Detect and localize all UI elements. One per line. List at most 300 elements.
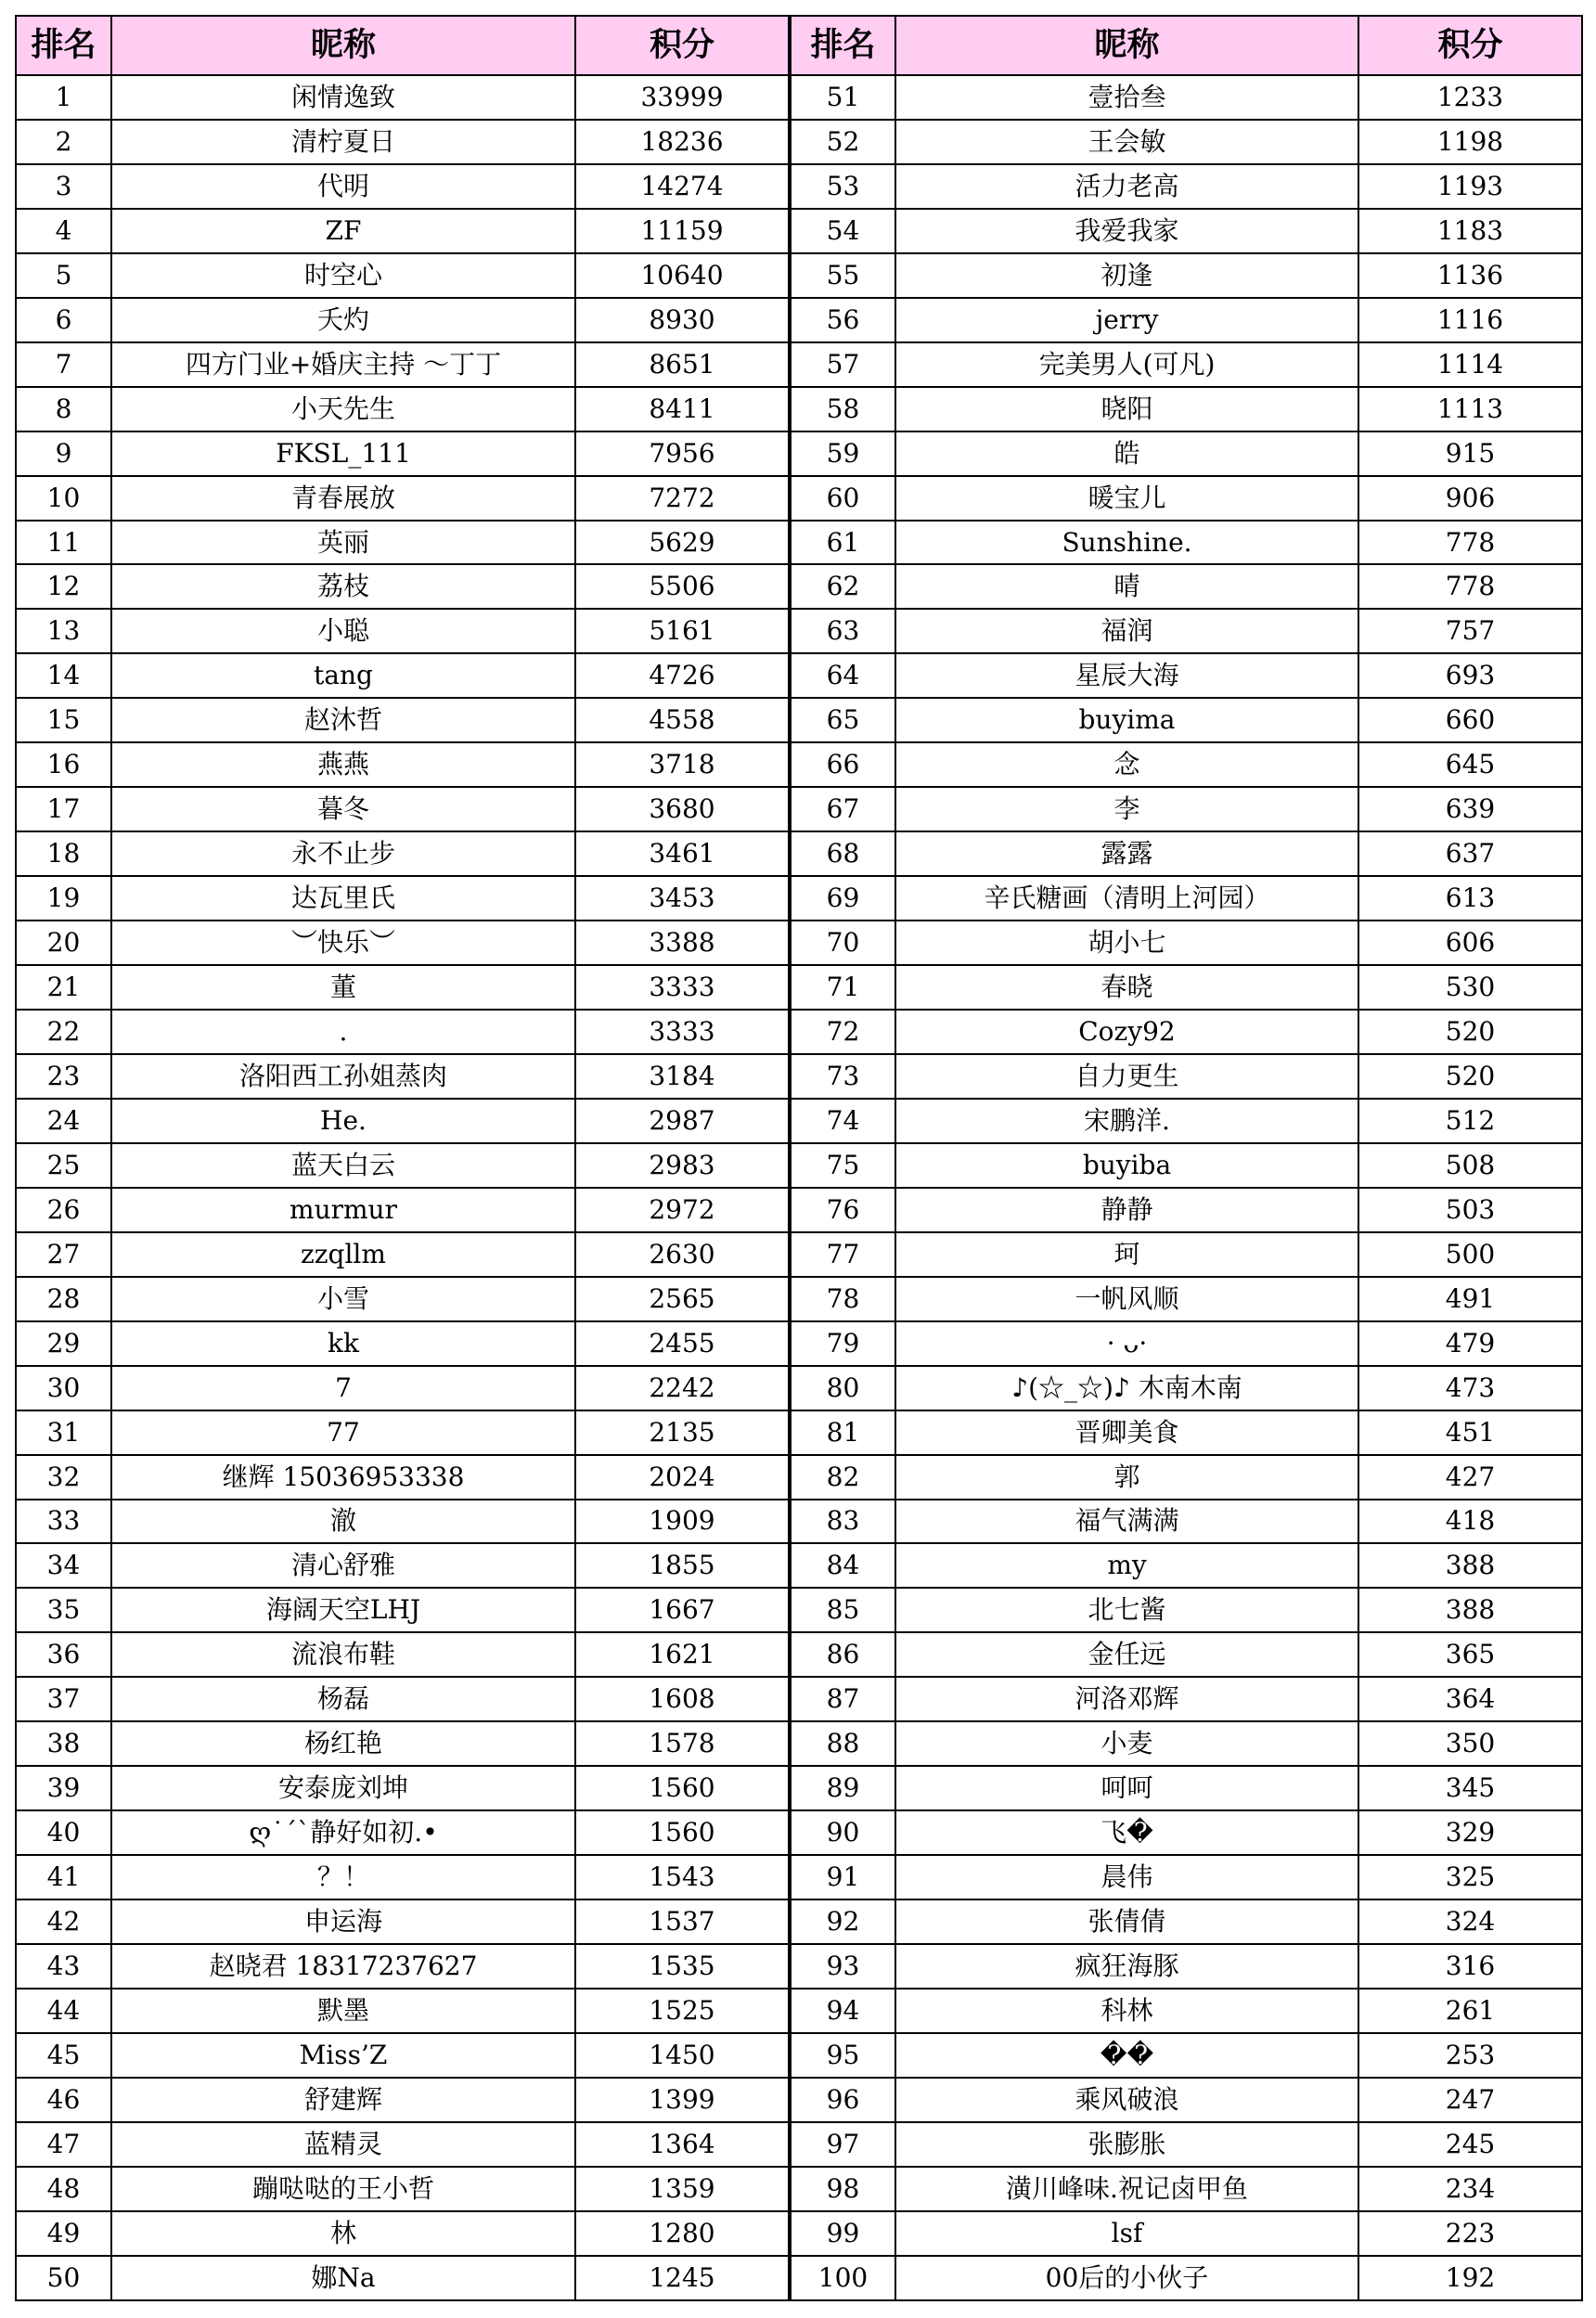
rank-cell: 15 bbox=[16, 698, 111, 742]
nickname-cell: 疯狂海豚 bbox=[895, 1944, 1358, 1989]
score-cell: 418 bbox=[1358, 1500, 1582, 1544]
nickname-cell: buyiba bbox=[895, 1143, 1358, 1188]
nickname-cell: 静静 bbox=[895, 1188, 1358, 1232]
nickname-cell: 林 bbox=[111, 2211, 575, 2256]
nickname-cell: Cozy92 bbox=[895, 1010, 1358, 1054]
score-cell: 3333 bbox=[575, 965, 790, 1010]
score-cell: 8411 bbox=[575, 387, 790, 431]
score-cell: 637 bbox=[1358, 831, 1582, 876]
table-row bbox=[16, 298, 1582, 342]
rank-cell: 97 bbox=[790, 2122, 895, 2167]
score-cell: 1280 bbox=[575, 2211, 790, 2256]
score-cell: 606 bbox=[1358, 921, 1582, 965]
score-cell: 3718 bbox=[575, 742, 790, 787]
table-row bbox=[16, 2033, 1582, 2078]
nickname-cell: 自力更生 bbox=[895, 1054, 1358, 1099]
nickname-cell: 洛阳西工孙姐蒸肉 bbox=[111, 1054, 575, 1099]
rank-cell: 3 bbox=[16, 164, 111, 209]
score-cell: 2565 bbox=[575, 1277, 790, 1321]
nickname-cell: 暖宝儿 bbox=[895, 476, 1358, 521]
score-cell: 329 bbox=[1358, 1810, 1582, 1855]
nickname-cell: 呵呵 bbox=[895, 1766, 1358, 1810]
table-row bbox=[16, 1500, 1582, 1544]
table-row bbox=[16, 164, 1582, 209]
rank-cell: 39 bbox=[16, 1766, 111, 1810]
rank-cell: 8 bbox=[16, 387, 111, 431]
score-cell: 503 bbox=[1358, 1188, 1582, 1232]
nickname-cell: 清心舒雅 bbox=[111, 1543, 575, 1588]
nickname-cell: 春晓 bbox=[895, 965, 1358, 1010]
nickname-cell: 金任远 bbox=[895, 1632, 1358, 1677]
rank-cell: 45 bbox=[16, 2033, 111, 2078]
score-cell: 491 bbox=[1358, 1277, 1582, 1321]
rank-cell: 19 bbox=[16, 876, 111, 921]
rank-cell: 46 bbox=[16, 2078, 111, 2122]
rank-cell: 69 bbox=[790, 876, 895, 921]
rank-cell: 75 bbox=[790, 1143, 895, 1188]
rank-cell: 31 bbox=[16, 1410, 111, 1455]
nickname-cell: Sunshine. bbox=[895, 521, 1358, 565]
nickname-cell: 流浪布鞋 bbox=[111, 1632, 575, 1677]
nickname-cell: 舒建辉 bbox=[111, 2078, 575, 2122]
rank-cell: 49 bbox=[16, 2211, 111, 2256]
table-row bbox=[16, 209, 1582, 253]
rank-cell: 17 bbox=[16, 787, 111, 831]
nickname-cell: 壹拾叁 bbox=[895, 75, 1358, 120]
score-cell: 500 bbox=[1358, 1232, 1582, 1277]
nickname-cell: 胡小七 bbox=[895, 921, 1358, 965]
rank-cell: 95 bbox=[790, 2033, 895, 2078]
rank-cell: 52 bbox=[790, 120, 895, 164]
nickname-cell: 张倩倩 bbox=[895, 1899, 1358, 1944]
nickname-cell: ZF bbox=[111, 209, 575, 253]
table-row bbox=[16, 2211, 1582, 2256]
rank-cell: 13 bbox=[16, 609, 111, 653]
rank-cell: 24 bbox=[16, 1099, 111, 1143]
rank-cell: 51 bbox=[790, 75, 895, 120]
nickname-cell: 燕燕 bbox=[111, 742, 575, 787]
rank-cell: 85 bbox=[790, 1588, 895, 1632]
nickname-cell: ？！ bbox=[111, 1855, 575, 1899]
score-cell: 4726 bbox=[575, 653, 790, 698]
score-cell: 645 bbox=[1358, 742, 1582, 787]
score-cell: 660 bbox=[1358, 698, 1582, 742]
table-row bbox=[16, 1855, 1582, 1899]
rank-cell: 81 bbox=[790, 1410, 895, 1455]
rank-cell: 72 bbox=[790, 1010, 895, 1054]
nickname-cell: 晋卿美食 bbox=[895, 1410, 1358, 1455]
nickname-cell: ♪(☆_☆)♪ 木南木南 bbox=[895, 1366, 1358, 1410]
score-cell: 1116 bbox=[1358, 298, 1582, 342]
leaderboard-table bbox=[15, 15, 1583, 2301]
rank-cell: 41 bbox=[16, 1855, 111, 1899]
score-cell: 2242 bbox=[575, 1366, 790, 1410]
table-row bbox=[16, 342, 1582, 387]
rank-cell: 68 bbox=[790, 831, 895, 876]
rank-cell: 53 bbox=[790, 164, 895, 209]
nickname-cell: 00后的小伙子 bbox=[895, 2256, 1358, 2300]
score-cell: 520 bbox=[1358, 1054, 1582, 1099]
score-cell: 613 bbox=[1358, 876, 1582, 921]
score-cell: 2972 bbox=[575, 1188, 790, 1232]
nickname-cell: zzqllm bbox=[111, 1232, 575, 1277]
rank-cell: 36 bbox=[16, 1632, 111, 1677]
rank-cell: 56 bbox=[790, 298, 895, 342]
rank-cell: 54 bbox=[790, 209, 895, 253]
nickname-cell: lsf bbox=[895, 2211, 1358, 2256]
rank-cell: 28 bbox=[16, 1277, 111, 1321]
table-row bbox=[16, 742, 1582, 787]
nickname-cell: 娜Na bbox=[111, 2256, 575, 2300]
rank-cell: 63 bbox=[790, 609, 895, 653]
table-row bbox=[16, 831, 1582, 876]
rank-cell: 27 bbox=[16, 1232, 111, 1277]
table-row bbox=[16, 1010, 1582, 1054]
score-header-left: 积分 bbox=[575, 16, 790, 75]
rank-cell: 77 bbox=[790, 1232, 895, 1277]
nickname-cell: 赵沐哲 bbox=[111, 698, 575, 742]
nickname-cell: 皓 bbox=[895, 431, 1358, 476]
rank-cell: 66 bbox=[790, 742, 895, 787]
nickname-cell: 福润 bbox=[895, 609, 1358, 653]
nickname-cell: 继辉 15036953338 bbox=[111, 1455, 575, 1500]
nickname-cell: 潢川峰味.祝记卤甲鱼 bbox=[895, 2167, 1358, 2211]
nickname-cell: kk bbox=[111, 1321, 575, 1366]
score-cell: 2983 bbox=[575, 1143, 790, 1188]
table-row bbox=[16, 609, 1582, 653]
score-cell: 1136 bbox=[1358, 253, 1582, 298]
rank-cell: 20 bbox=[16, 921, 111, 965]
rank-cell: 93 bbox=[790, 1944, 895, 1989]
score-cell: 757 bbox=[1358, 609, 1582, 653]
nickname-cell: ︶快乐︶ bbox=[111, 921, 575, 965]
nickname-cell: 李 bbox=[895, 787, 1358, 831]
table-row bbox=[16, 476, 1582, 521]
nickname-cell: tang bbox=[111, 653, 575, 698]
nickname-cell: 晨伟 bbox=[895, 1855, 1358, 1899]
rank-cell: 5 bbox=[16, 253, 111, 298]
score-cell: 247 bbox=[1358, 2078, 1582, 2122]
rank-cell: 10 bbox=[16, 476, 111, 521]
score-cell: 473 bbox=[1358, 1366, 1582, 1410]
nickname-cell: 科林 bbox=[895, 1989, 1358, 2033]
nickname-cell: 飞� bbox=[895, 1810, 1358, 1855]
table-row bbox=[16, 2256, 1582, 2300]
nickname-cell: 福气满满 bbox=[895, 1500, 1358, 1544]
rank-cell: 37 bbox=[16, 1677, 111, 1721]
rank-cell: 87 bbox=[790, 1677, 895, 1721]
score-cell: 3461 bbox=[575, 831, 790, 876]
score-cell: 520 bbox=[1358, 1010, 1582, 1054]
rank-cell: 4 bbox=[16, 209, 111, 253]
nickname-cell: 四方门业+婚庆主持 ～丁丁 bbox=[111, 342, 575, 387]
rank-cell: 2 bbox=[16, 120, 111, 164]
rank-cell: 1 bbox=[16, 75, 111, 120]
score-cell: 234 bbox=[1358, 2167, 1582, 2211]
rank-cell: 9 bbox=[16, 431, 111, 476]
rank-cell: 14 bbox=[16, 653, 111, 698]
nickname-cell: 珂 bbox=[895, 1232, 1358, 1277]
rank-cell: 16 bbox=[16, 742, 111, 787]
rank-cell: 6 bbox=[16, 298, 111, 342]
score-cell: 1364 bbox=[575, 2122, 790, 2167]
nickname-cell: 荔枝 bbox=[111, 564, 575, 609]
nickname-header-left: 昵称 bbox=[111, 16, 575, 75]
nickname-cell: 闲情逸致 bbox=[111, 75, 575, 120]
nickname-cell: 我爱我家 bbox=[895, 209, 1358, 253]
rank-cell: 99 bbox=[790, 2211, 895, 2256]
nickname-cell: 王会敏 bbox=[895, 120, 1358, 164]
table-row bbox=[16, 653, 1582, 698]
nickname-cell: 申运海 bbox=[111, 1899, 575, 1944]
score-cell: 14274 bbox=[575, 164, 790, 209]
rank-cell: 38 bbox=[16, 1721, 111, 1766]
rank-cell: 98 bbox=[790, 2167, 895, 2211]
score-cell: 530 bbox=[1358, 965, 1582, 1010]
score-cell: 1621 bbox=[575, 1632, 790, 1677]
rank-cell: 11 bbox=[16, 521, 111, 565]
score-cell: 1560 bbox=[575, 1810, 790, 1855]
nickname-cell: 河洛邓辉 bbox=[895, 1677, 1358, 1721]
score-cell: 11159 bbox=[575, 209, 790, 253]
score-cell: 1578 bbox=[575, 1721, 790, 1766]
nickname-cell: 北七酱 bbox=[895, 1588, 1358, 1632]
table-row bbox=[16, 876, 1582, 921]
score-cell: 1537 bbox=[575, 1899, 790, 1944]
score-cell: 261 bbox=[1358, 1989, 1582, 2033]
score-cell: 915 bbox=[1358, 431, 1582, 476]
nickname-cell: 澈 bbox=[111, 1500, 575, 1544]
nickname-cell: 永不止步 bbox=[111, 831, 575, 876]
nickname-cell: . bbox=[111, 1010, 575, 1054]
nickname-cell: 海阔天空LHJ bbox=[111, 1588, 575, 1632]
nickname-cell: Miss’Z bbox=[111, 2033, 575, 2078]
rank-cell: 33 bbox=[16, 1500, 111, 1544]
score-cell: 324 bbox=[1358, 1899, 1582, 1944]
table-row bbox=[16, 564, 1582, 609]
rank-cell: 58 bbox=[790, 387, 895, 431]
rank-header-right: 排名 bbox=[790, 16, 895, 75]
rank-cell: 80 bbox=[790, 1366, 895, 1410]
score-cell: 1450 bbox=[575, 2033, 790, 2078]
table-row bbox=[16, 921, 1582, 965]
rank-cell: 35 bbox=[16, 1588, 111, 1632]
score-cell: 388 bbox=[1358, 1543, 1582, 1588]
rank-cell: 90 bbox=[790, 1810, 895, 1855]
score-cell: 906 bbox=[1358, 476, 1582, 521]
score-cell: 1114 bbox=[1358, 342, 1582, 387]
score-cell: 2135 bbox=[575, 1410, 790, 1455]
rank-cell: 57 bbox=[790, 342, 895, 387]
score-cell: 3388 bbox=[575, 921, 790, 965]
score-cell: 1193 bbox=[1358, 164, 1582, 209]
score-cell: 7272 bbox=[575, 476, 790, 521]
rank-header-left: 排名 bbox=[16, 16, 111, 75]
rank-cell: 94 bbox=[790, 1989, 895, 2033]
rank-cell: 43 bbox=[16, 1944, 111, 1989]
score-cell: 3680 bbox=[575, 787, 790, 831]
table-row bbox=[16, 965, 1582, 1010]
nickname-cell: 一帆风顺 bbox=[895, 1277, 1358, 1321]
nickname-cell: 时空心 bbox=[111, 253, 575, 298]
rank-cell: 96 bbox=[790, 2078, 895, 2122]
rank-cell: 59 bbox=[790, 431, 895, 476]
table-row bbox=[16, 387, 1582, 431]
rank-cell: 76 bbox=[790, 1188, 895, 1232]
table-row bbox=[16, 1143, 1582, 1188]
nickname-cell: jerry bbox=[895, 298, 1358, 342]
rank-cell: 50 bbox=[16, 2256, 111, 2300]
score-cell: 253 bbox=[1358, 2033, 1582, 2078]
table-row bbox=[16, 1721, 1582, 1766]
score-cell: 316 bbox=[1358, 1944, 1582, 1989]
rank-cell: 29 bbox=[16, 1321, 111, 1366]
score-cell: 5629 bbox=[575, 521, 790, 565]
nickname-cell: 赵晓君 18317237627 bbox=[111, 1944, 575, 1989]
score-cell: 364 bbox=[1358, 1677, 1582, 1721]
score-cell: 451 bbox=[1358, 1410, 1582, 1455]
score-cell: 5161 bbox=[575, 609, 790, 653]
rank-cell: 61 bbox=[790, 521, 895, 565]
table-row bbox=[16, 1277, 1582, 1321]
rank-cell: 79 bbox=[790, 1321, 895, 1366]
rank-cell: 26 bbox=[16, 1188, 111, 1232]
nickname-cell: 念 bbox=[895, 742, 1358, 787]
rank-cell: 47 bbox=[16, 2122, 111, 2167]
score-header-right: 积分 bbox=[1358, 16, 1582, 75]
rank-cell: 82 bbox=[790, 1455, 895, 1500]
nickname-cell: 夭灼 bbox=[111, 298, 575, 342]
nickname-cell: 乘风破浪 bbox=[895, 2078, 1358, 2122]
rank-cell: 40 bbox=[16, 1810, 111, 1855]
score-cell: 3184 bbox=[575, 1054, 790, 1099]
rank-cell: 12 bbox=[16, 564, 111, 609]
table-row bbox=[16, 2167, 1582, 2211]
rank-cell: 89 bbox=[790, 1766, 895, 1810]
rank-cell: 71 bbox=[790, 965, 895, 1010]
score-cell: 1233 bbox=[1358, 75, 1582, 120]
score-cell: 10640 bbox=[575, 253, 790, 298]
table-row bbox=[16, 1632, 1582, 1677]
score-cell: 7956 bbox=[575, 431, 790, 476]
score-cell: 1909 bbox=[575, 1500, 790, 1544]
rank-cell: 84 bbox=[790, 1543, 895, 1588]
rank-cell: 70 bbox=[790, 921, 895, 965]
nickname-cell: 7 bbox=[111, 1366, 575, 1410]
rank-cell: 30 bbox=[16, 1366, 111, 1410]
score-cell: 1113 bbox=[1358, 387, 1582, 431]
nickname-cell: 蹦哒哒的王小哲 bbox=[111, 2167, 575, 2211]
table-row bbox=[16, 787, 1582, 831]
nickname-cell: 晴 bbox=[895, 564, 1358, 609]
rank-cell: 25 bbox=[16, 1143, 111, 1188]
score-cell: 1359 bbox=[575, 2167, 790, 2211]
nickname-cell: murmur bbox=[111, 1188, 575, 1232]
rank-cell: 83 bbox=[790, 1500, 895, 1544]
table-row bbox=[16, 75, 1582, 120]
score-cell: 3453 bbox=[575, 876, 790, 921]
table-row bbox=[16, 1099, 1582, 1143]
nickname-cell: 英丽 bbox=[111, 521, 575, 565]
score-cell: 345 bbox=[1358, 1766, 1582, 1810]
table-row bbox=[16, 1410, 1582, 1455]
rank-cell: 7 bbox=[16, 342, 111, 387]
score-cell: 2455 bbox=[575, 1321, 790, 1366]
score-cell: 223 bbox=[1358, 2211, 1582, 2256]
score-cell: 1608 bbox=[575, 1677, 790, 1721]
table-row bbox=[16, 1366, 1582, 1410]
score-cell: 365 bbox=[1358, 1632, 1582, 1677]
table-row bbox=[16, 253, 1582, 298]
rank-cell: 88 bbox=[790, 1721, 895, 1766]
table-row bbox=[16, 1766, 1582, 1810]
nickname-cell: 杨红艳 bbox=[111, 1721, 575, 1766]
score-cell: 388 bbox=[1358, 1588, 1582, 1632]
nickname-cell: 辛氏糖画（清明上河园） bbox=[895, 876, 1358, 921]
table-row bbox=[16, 698, 1582, 742]
nickname-cell: buyima bbox=[895, 698, 1358, 742]
score-cell: 1667 bbox=[575, 1588, 790, 1632]
nickname-cell: 董 bbox=[111, 965, 575, 1010]
nickname-cell: 小天先生 bbox=[111, 387, 575, 431]
score-cell: 1399 bbox=[575, 2078, 790, 2122]
rank-cell: 78 bbox=[790, 1277, 895, 1321]
table-row bbox=[16, 1321, 1582, 1366]
nickname-cell: FKSL_111 bbox=[111, 431, 575, 476]
table-row bbox=[16, 1455, 1582, 1500]
table-row bbox=[16, 1588, 1582, 1632]
score-cell: 693 bbox=[1358, 653, 1582, 698]
table-row bbox=[16, 1054, 1582, 1099]
nickname-header-right: 昵称 bbox=[895, 16, 1358, 75]
score-cell: 18236 bbox=[575, 120, 790, 164]
nickname-cell: 暮冬 bbox=[111, 787, 575, 831]
score-cell: 325 bbox=[1358, 1855, 1582, 1899]
nickname-cell: 活力老高 bbox=[895, 164, 1358, 209]
table-row bbox=[16, 1543, 1582, 1588]
score-cell: 2024 bbox=[575, 1455, 790, 1500]
nickname-cell: 张膨胀 bbox=[895, 2122, 1358, 2167]
nickname-cell: 蓝天白云 bbox=[111, 1143, 575, 1188]
nickname-cell: 小聪 bbox=[111, 609, 575, 653]
score-cell: 2630 bbox=[575, 1232, 790, 1277]
nickname-cell: 77 bbox=[111, 1410, 575, 1455]
rank-cell: 62 bbox=[790, 564, 895, 609]
score-cell: 8930 bbox=[575, 298, 790, 342]
score-cell: 512 bbox=[1358, 1099, 1582, 1143]
nickname-cell: 星辰大海 bbox=[895, 653, 1358, 698]
rank-cell: 86 bbox=[790, 1632, 895, 1677]
score-cell: 1525 bbox=[575, 1989, 790, 2033]
rank-cell: 42 bbox=[16, 1899, 111, 1944]
score-cell: 192 bbox=[1358, 2256, 1582, 2300]
score-cell: 508 bbox=[1358, 1143, 1582, 1188]
nickname-cell: 杨磊 bbox=[111, 1677, 575, 1721]
table-row bbox=[16, 1989, 1582, 2033]
rank-cell: 92 bbox=[790, 1899, 895, 1944]
rank-cell: 18 bbox=[16, 831, 111, 876]
nickname-cell: 小麦 bbox=[895, 1721, 1358, 1766]
rank-cell: 21 bbox=[16, 965, 111, 1010]
score-cell: 1560 bbox=[575, 1766, 790, 1810]
score-cell: 1543 bbox=[575, 1855, 790, 1899]
rank-cell: 22 bbox=[16, 1010, 111, 1054]
table-row bbox=[16, 120, 1582, 164]
rank-cell: 74 bbox=[790, 1099, 895, 1143]
score-cell: 778 bbox=[1358, 564, 1582, 609]
rank-cell: 64 bbox=[790, 653, 895, 698]
rank-cell: 65 bbox=[790, 698, 895, 742]
